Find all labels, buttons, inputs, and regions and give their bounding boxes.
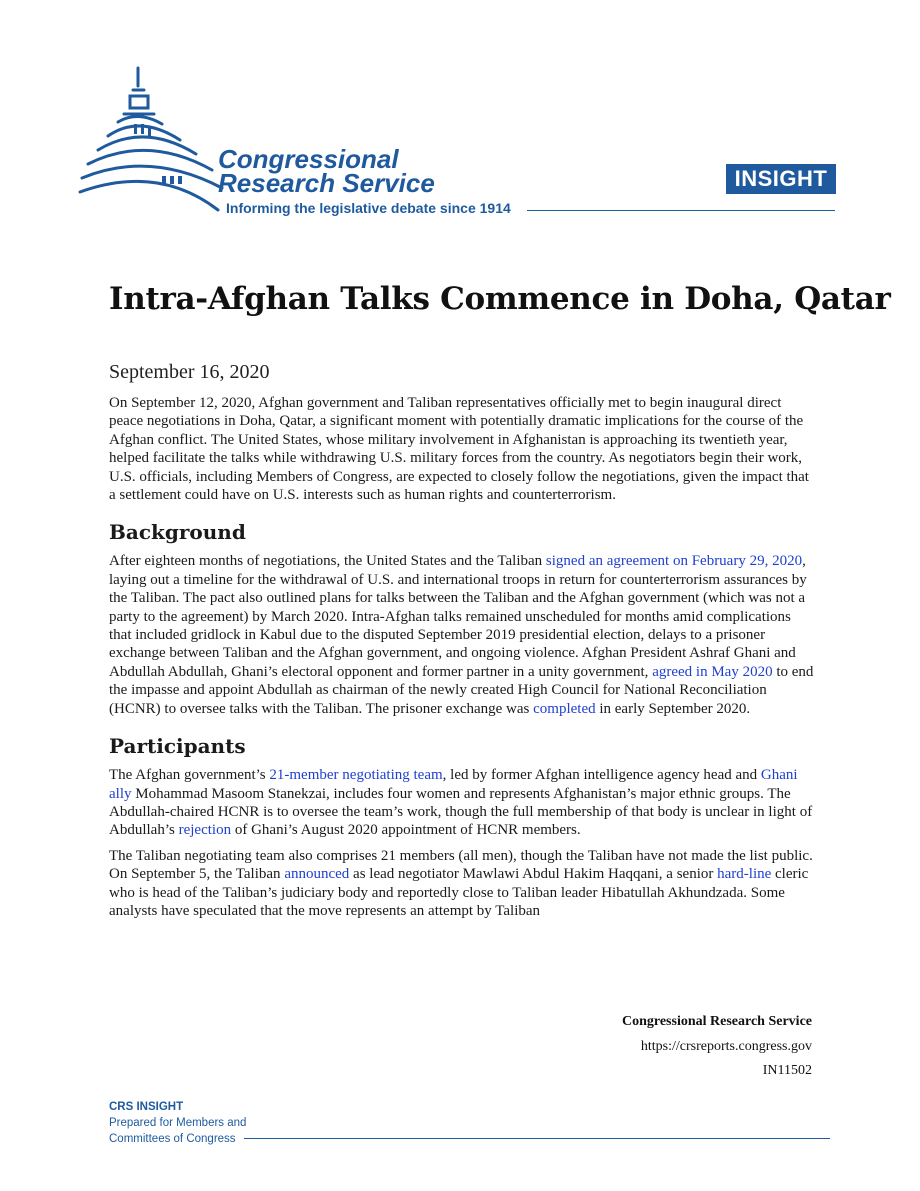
insight-badge: INSIGHT	[726, 164, 836, 194]
link-negotiating-team[interactable]: 21-member negotiating team	[269, 767, 443, 784]
article-body	[109, 394, 815, 927]
text-run: The Afghan government’s	[109, 767, 270, 784]
capitol-dome-logo	[78, 64, 228, 214]
link-agreed-may-2020[interactable]: agreed in May 2020	[652, 663, 773, 680]
text-run: to end the impasse and appoint Abdullah as chairman of the newly created High Council for National Reconciliation (HCNR) to oversee talks with the Taliban. The prisoner exchange was	[109, 663, 814, 717]
link-completed[interactable]: completed	[533, 700, 596, 717]
bottom-divider	[244, 1138, 830, 1139]
prepared-line-1: Prepared for Members and	[109, 1117, 247, 1129]
text-run: The Taliban negotiating team also comprises 21 members (all men), though the Taliban have not made the list public. On September 5, the Taliban	[109, 847, 813, 883]
page-title: Intra-Afghan Talks Commence in Doha, Qatar	[109, 281, 891, 317]
background-heading: Background	[109, 520, 246, 545]
link-ghani-ally[interactable]: Ghani ally	[109, 767, 798, 802]
text-run: in early September 2020.	[595, 700, 751, 717]
link-announced[interactable]: announced	[284, 866, 350, 883]
publication-date: September 16, 2020	[109, 361, 270, 383]
bottom-label-block	[109, 1099, 246, 1147]
participants-paragraph-2	[109, 847, 815, 921]
participants-heading: Participants	[109, 734, 246, 759]
tagline: Informing the legislative debate since 1914	[226, 200, 511, 216]
logo-line2: Research Service	[218, 168, 435, 198]
background-paragraph	[109, 552, 815, 718]
tagline-divider	[527, 210, 835, 211]
text-run: of Ghani’s August 2020 appointment of HCNR members.	[231, 822, 581, 839]
link-rejection[interactable]: rejection	[178, 822, 232, 839]
crs-insight-label: CRS INSIGHT	[109, 1101, 184, 1113]
link-hard-line[interactable]: hard-line	[717, 866, 772, 883]
report-id: IN11502	[762, 1063, 812, 1078]
prepared-line-2: Committees of Congress	[109, 1133, 236, 1145]
logo-line1: Congressional	[218, 144, 399, 174]
link-signed-agreement[interactable]: signed an agreement on February 29, 2020	[545, 553, 803, 570]
text-run: , laying out a timeline for the withdrawal of U.S. and international troops in return for counterterrorism assurances by the Taliban. The pact also outlined plans for talks between the Taliban and the Afghan government (which was not a party to the agreement) by March 2020. Intra-Afghan talks remained unscheduled for months amid complications that included gridlock in Kabul due to the disputed September 2019 presidential election, delays to a prisoner exchange between Taliban and the Afghan government, and ongoing violence. Afghan President Ashraf Ghani and Abdullah Abdullah, Ghani’s electoral opponent and former partner in a unity government,	[109, 553, 807, 680]
text-run: Mohammad Masoom Stanekzai, includes four women and represents Afghanistan’s major ethnic groups. The Abdullah-chaired HCNR is to oversee the team’s work, though the full membership of that body is unclear in light of Abdullah’s	[109, 785, 813, 839]
intro-paragraph: On September 12, 2020, Afghan government and Taliban representatives officially met to begin inaugural direct peace negotiations in Doha, Qatar, a significant moment with potentially dramatic implications for the course of the Afghan conflict. The United States, whose military involvement in Afghanistan is approaching its twentieth year, helped facilitate the talks while withdrawing U.S. military forces from the country. As negotiators begin their work, U.S. officials, including Members of Congress, are expected to closely follow the negotiations, given the impact that a settlement could have on U.S. interests such as human rights and counterterrorism.	[109, 395, 809, 504]
participants-paragraph-1	[109, 766, 815, 840]
footer-org: Congressional Research Service	[621, 1014, 812, 1029]
text-run: , led by former Afghan intelligence agency head and	[442, 767, 761, 784]
text-run: After eighteen months of negotiations, the United States and the Taliban	[109, 553, 546, 570]
text-run: as lead negotiator Mawlawi Abdul Hakim Haqqani, a senior	[349, 866, 718, 883]
footer-url[interactable]: https://crsreports.congress.gov	[640, 1039, 812, 1054]
text-run: cleric who is head of the Taliban’s judiciary body and reportedly close to Taliban leader Hibatullah Akhundzada. Some analysts have speculated that the move represents an attempt by Taliban	[109, 866, 809, 919]
